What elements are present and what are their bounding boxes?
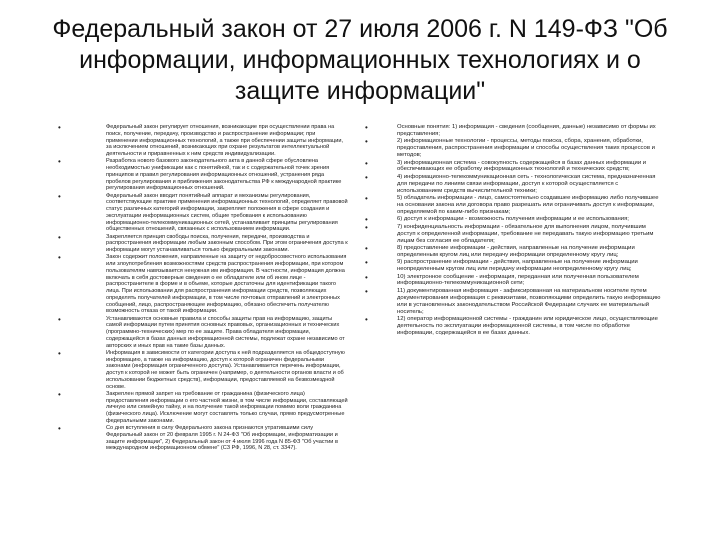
list-item: • Разработка нового базового законодательного акта в данной сфере обусловлена необходимостью унификации как с понятийной, так и с содержательной точек зрения принципов и правил регулирования информационных отношений, устранения ряда пробелов регулирования и приближения законодательства РФ к международной практике регулирования информационных отношений. <box>58 158 348 192</box>
list-item: • Федеральный закон регулирует отношения, возникающие при осуществлении права на поиск, получение, передачу, производство и распространение информации; при применении информационных технологий, а также при обеспечении защиты информации, за исключением отношений, возникающих при охране результатов интеллектуальной деятельности и приравненных к ним средств индивидуализации. <box>58 124 348 158</box>
definition-item: • Основные понятия: 1) информация - сведения (сообщения, данные) независимо от формы их представления; <box>365 124 662 138</box>
definition-item: • 8) предоставление информации - действия, направленные на получение информации определенным кругом лиц или передачу информации определенному кругу лиц; <box>365 245 662 259</box>
definition-item: • 11) документированная информация - зафиксированная на материальном носителе путем документирования информация с реквизитами, позволяющими определить такую информацию или в установленных законодательством Российской Федерации случаях ее материальный носитель; <box>365 288 662 316</box>
right-column-list <box>365 124 662 337</box>
slide-title: Федеральный закон от 27 июля 2006 г. N 149-ФЗ "Об информации, информационных технологиях и о защите информации" <box>52 15 668 105</box>
list-item: • Закреплен прямой запрет на требование от гражданина (физического лица) предоставления информации о его частной жизни, в том числе информации, составляющей личную или семейную тайну, и на получение такой информации помимо воли гражданина (физического лица). Исключение могут составлять только случаи, прямо предусмотренные федеральными законами. <box>58 391 348 425</box>
definition-item: • 6) доступ к информации - возможность получения информации и ее использования; <box>365 216 662 223</box>
list-item: • Устанавливаются основные правила и способы защиты прав на информацию, защиты самой информации путем принятия основных правовых, организационных и технических (программно-технических) мер по ее защите. Права обладателя информации, содержащейся в базах данных информационной системы, подлежат охране независимо от авторских и иных прав на такие базы данных. <box>58 316 348 350</box>
definition-item: • 10) электронное сообщение - информация, переданная или полученная пользователем информационно-телекоммуникационной сети; <box>365 274 662 288</box>
list-item: • Информация в зависимости от категории доступа к ней подразделяется на общедоступную информацию, а также на информацию, доступ к которой ограничен федеральными законами (информация ограниченного доступа). Устанавливается перечень информации, доступ к которой не может быть ограничен (например, о деятельности органов власти и об использовании бюджетных средств), информации, предоставляемой на безвозмездной основе. <box>58 350 348 391</box>
definition-item: • 3) информационная система - совокупность содержащейся в базах данных информации и обеспечивающих ее обработку информационных технологий и технических средств; <box>365 160 662 174</box>
list-item: • Закрепляется принцип свободы поиска, получения, передачи, производства и распространения информации любым законным способом. При этом ограничения доступа к информации могут устанавливаться только федеральными законами. <box>58 234 348 254</box>
list-item: • Закон содержит положения, направленные на защиту от недобросовестного использования или злоупотребления возможностями средств распространения информации, при котором пользователям навязывается ненужная им информация. В частности, информация должна включать в себя достоверные сведения о ее обладателе или об ином лице - распространителе в форме и в объеме, которые достаточны для идентификации такого лица. При использовании для распространения информации средств, позволяющих определять получателей информации, в том числе почтовых отправлений и электронных сообщений, лицо, распространяющее информацию, обязано обеспечить получателю возможность отказа от такой информации. <box>58 254 348 315</box>
list-item: • Федеральный закон вводит понятийный аппарат и механизмы регулирования, соответствующие практике применения информационных технологий, определяет правовой статус различных категорий информации, закрепляет положения в сфере создания и эксплуатации информационных систем, общие требования к использованию информационно-телекоммуникационных сетей, устанавливает принципы регулирования общественных отношений, связанных с использованием информации. <box>58 193 348 234</box>
definition-item: • 2) информационные технологии - процессы, методы поиска, сбора, хранения, обработки, предоставления, распространения информации и способы осуществления таких процессов и методов; <box>365 138 662 159</box>
definition-item: • 9) распространение информации - действия, направленные на получение информации неопределенным кругом лиц или передачу информации неопределенному кругу лиц; <box>365 259 662 273</box>
definition-item: • 4) информационно-телекоммуникационная сеть - технологическая система, предназначенная для передачи по линиям связи информации, доступ к которой осуществляется с использованием средств вычислительной техники; <box>365 174 662 195</box>
definition-item: • 12) оператор информационной системы - гражданин или юридическое лицо, осуществляющие деятельность по эксплуатации информационной системы, в том числе по обработке информации, содержащейся в ее базах данных. <box>365 316 662 337</box>
definition-item: • 5) обладатель информации - лицо, самостоятельно создавшее информацию либо получившее на основании закона или договора право разрешать или ограничивать доступ к информации, определяемой по каким-либо признакам; <box>365 195 662 216</box>
left-column-list <box>58 124 348 453</box>
list-item: • Со дня вступления в силу Федерального закона признаются утратившими силу Федеральный закон от 20 февраля 1995 г. N 24-ФЗ "Об информации, информатизации и защите информации", 2) Федеральный закон от 4 июля 1996 года N 85-ФЗ "Об участии в международном информационном обмене" (СЗ РФ, 1996, N 28, ст. 3347). <box>58 425 348 452</box>
definition-item: • 7) конфиденциальность информации - обязательное для выполнения лицом, получившим доступ к определенной информации, требование не передавать такую информацию третьим лицам без согласия ее обладателя; <box>365 224 662 245</box>
